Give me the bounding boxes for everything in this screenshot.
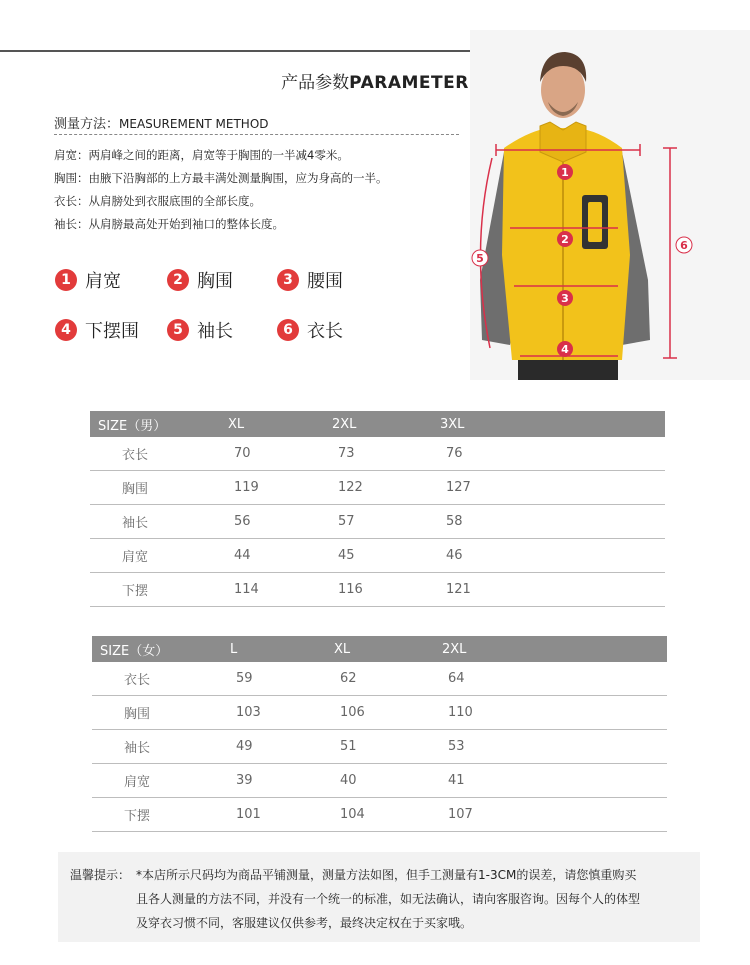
tips-line: 且各人测量的方法不同，并没有一个统一的标准，如无法确认，请向客服咨询。因每个人的体型 (136, 892, 641, 906)
badge-icon: 5 (167, 319, 189, 341)
table-cell: 51 (340, 739, 357, 754)
table-cell: 56 (234, 514, 251, 529)
table-cell: 58 (446, 514, 463, 529)
table-cell: 62 (340, 671, 357, 686)
legend-label: 腰围 (307, 271, 343, 292)
row-label: 肩宽 (122, 550, 149, 565)
table-cell: 106 (340, 705, 365, 720)
table-cell: 70 (234, 446, 251, 461)
model-pants (518, 360, 618, 380)
table-cell: 39 (236, 773, 253, 788)
tips-line: *本店所示尺码均为商品平铺测量，测量方法如图，但手工测量有1-3CM的误差，请您慎重购买 (136, 868, 637, 882)
dashed-divider (54, 134, 459, 135)
table-cell: 103 (236, 705, 261, 720)
header-size: SIZE（女） (100, 643, 169, 659)
measurement-method-heading (54, 113, 269, 132)
method-line-length: 衣长：从肩膀处到衣服底围的全部长度。 (54, 194, 261, 208)
table-cell: 110 (448, 705, 473, 720)
table-cell: 121 (446, 582, 471, 597)
badge-icon: 4 (55, 319, 77, 341)
method-line-chest: 胸围：由腋下沿胸部的上方最丰满处测量胸围，应为身高的一半。 (54, 171, 388, 185)
table-cell: 127 (446, 480, 471, 495)
legend-label: 衣长 (307, 321, 343, 342)
legend-label: 下摆围 (85, 321, 139, 342)
method-line-shoulder: 肩宽：两肩峰之间的距离，肩宽等于胸围的一半减4零米。 (54, 148, 349, 162)
legend-item-shoulder (55, 267, 121, 293)
header-col: 2XL (332, 416, 357, 432)
table-row (90, 539, 665, 573)
table-cell: 119 (234, 480, 259, 495)
row-label: 肩宽 (124, 775, 151, 790)
women-size-table (92, 636, 667, 832)
method-heading-cn: 测量方法： (54, 117, 120, 132)
tips-line: 及穿衣习惯不同，客服建议仅供参考，最终决定权在于买家哦。 (136, 916, 473, 930)
legend-item-sleeve (167, 317, 233, 343)
badge-icon: 6 (277, 319, 299, 341)
table-cell: 107 (448, 807, 473, 822)
marker-6-label: 6 (680, 239, 688, 252)
method-heading-en: MEASUREMENT METHOD (119, 117, 269, 131)
legend-item-waist (277, 267, 343, 293)
table-row (90, 573, 665, 607)
table-header (92, 636, 667, 662)
table-cell: 49 (236, 739, 253, 754)
table-cell: 76 (446, 446, 463, 461)
men-size-table (90, 411, 665, 607)
table-cell: 46 (446, 548, 463, 563)
table-header (90, 411, 665, 437)
table-row (92, 696, 667, 730)
tips-box (58, 852, 700, 942)
row-label: 衣长 (124, 673, 151, 688)
header-col: XL (334, 641, 351, 657)
table-cell: 41 (448, 773, 465, 788)
table-row (92, 730, 667, 764)
badge-icon: 3 (277, 269, 299, 291)
table-cell: 40 (340, 773, 357, 788)
badge-icon: 1 (55, 269, 77, 291)
row-label: 下摆 (122, 584, 149, 599)
table-cell: 116 (338, 582, 363, 597)
marker-4-label: 4 (561, 343, 569, 356)
marker-5-label: 5 (476, 252, 484, 265)
legend-item-chest (167, 267, 233, 293)
header-size: SIZE（男） (98, 418, 167, 434)
row-label: 袖长 (122, 516, 149, 531)
legend-item-length (277, 317, 343, 343)
row-label: 袖长 (124, 741, 151, 756)
table-cell: 44 (234, 548, 251, 563)
legend-label: 肩宽 (85, 271, 121, 292)
row-label: 胸围 (124, 707, 151, 722)
table-cell: 101 (236, 807, 261, 822)
table-cell: 45 (338, 548, 355, 563)
table-row (90, 471, 665, 505)
table-cell: 114 (234, 582, 259, 597)
table-row (92, 798, 667, 832)
header-col: 3XL (440, 416, 465, 432)
table-cell: 122 (338, 480, 363, 495)
table-cell: 53 (448, 739, 465, 754)
pocket-inner (588, 202, 602, 242)
legend-item-hem (55, 317, 139, 343)
marker-2-label: 2 (561, 233, 569, 246)
model-jacket-image (470, 30, 750, 380)
tips-label: 温馨提示： (70, 868, 131, 882)
row-label: 衣长 (122, 448, 149, 463)
legend-label: 胸围 (197, 271, 233, 292)
title-en: PARAMETER (349, 73, 469, 93)
badge-icon: 2 (167, 269, 189, 291)
table-row (92, 764, 667, 798)
table-row (90, 437, 665, 471)
marker-3-label: 3 (561, 292, 569, 305)
title-cn: 产品参数 (281, 73, 350, 93)
marker-1-label: 1 (561, 166, 569, 179)
method-line-sleeve: 袖长：从肩膀最高处开始到袖口的整体长度。 (54, 217, 284, 231)
table-cell: 104 (340, 807, 365, 822)
table-row (90, 505, 665, 539)
legend-label: 袖长 (197, 321, 233, 342)
table-cell: 59 (236, 671, 253, 686)
table-row (92, 662, 667, 696)
header-col: XL (228, 416, 245, 432)
row-label: 胸围 (122, 482, 149, 497)
header-col: L (230, 641, 238, 657)
row-label: 下摆 (124, 809, 151, 824)
table-cell: 57 (338, 514, 355, 529)
table-cell: 73 (338, 446, 355, 461)
table-cell: 64 (448, 671, 465, 686)
header-col: 2XL (442, 641, 467, 657)
